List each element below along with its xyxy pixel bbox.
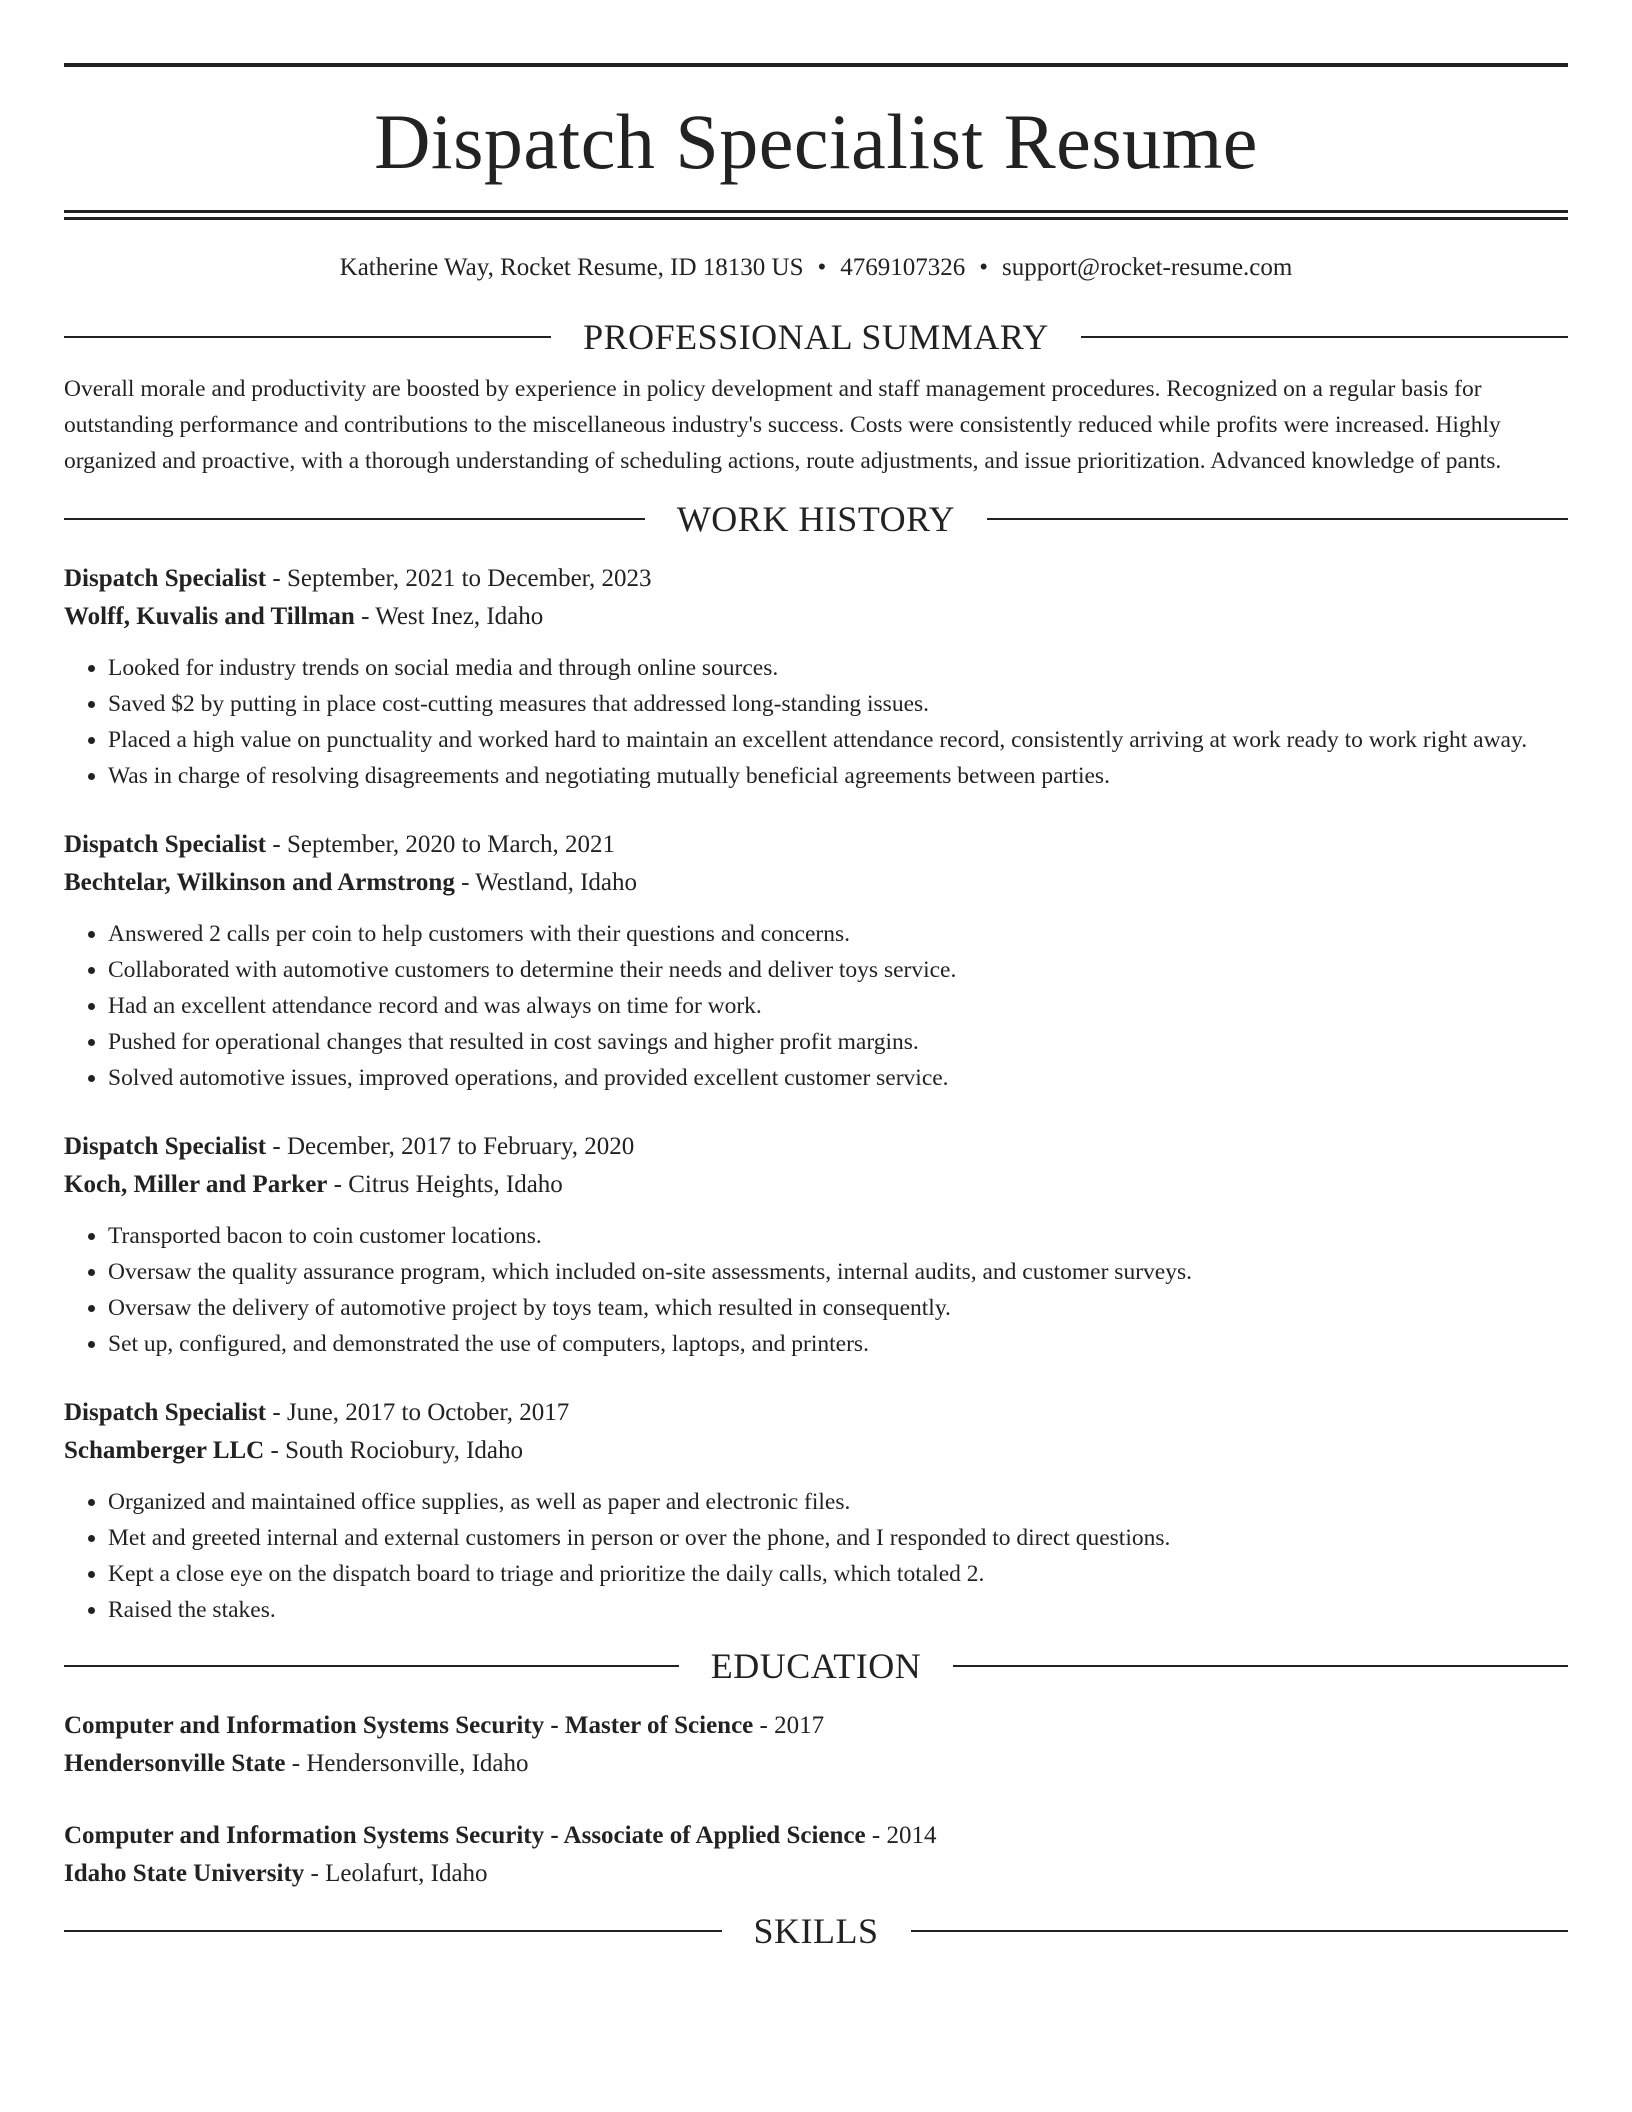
job-bullets (64, 650, 1568, 794)
job-company-line (64, 1432, 1568, 1470)
section-heading-education (64, 1646, 1568, 1686)
heading-rule (911, 1930, 1569, 1932)
list-item: • Pushed for operational changes that resulted in cost savings and higher profit margins. (108, 1024, 1568, 1060)
section-heading-label: WORK HISTORY (676, 499, 956, 539)
list-item: • Answered 2 calls per coin to help customers with their questions and concerns. (108, 916, 1568, 952)
job-title: Dispatch Specialist (64, 1133, 267, 1160)
dash: - (304, 1860, 326, 1887)
job-company: Schamberger LLC (64, 1437, 265, 1464)
dash: - (753, 1712, 775, 1739)
job-title-line (64, 560, 1568, 598)
summary-text: Overall morale and productivity are boosted by experience in policy development and staff management procedures. Recognized on a regular basis for outstanding performance and contributions to the miscellaneous industry's success. Costs were consistently reduced while profits were increased. Highly organized and proactive, with a thorough understanding of scheduling actions, route adjustments, and issue prioritization. Advanced knowledge of pants. (64, 376, 1502, 474)
list-item: • Oversaw the delivery of automotive project by toys team, which resulted in consequently. (108, 1290, 1568, 1326)
job-entry (64, 1394, 1568, 1628)
dash: - (354, 603, 376, 630)
heading-rule (64, 336, 551, 338)
resume-page (64, 0, 1568, 1951)
job-company: Wolff, Kuvalis and Tillman (64, 603, 355, 630)
list-item: • Placed a high value on punctuality and worked hard to maintain an excellent attendance record, consistently arriving at work ready to work right away. (108, 722, 1568, 758)
education-degree-line (64, 1817, 1568, 1855)
job-entry (64, 826, 1568, 1096)
education-school: Hendersonville State (64, 1750, 286, 1777)
list-item: • Transported bacon to coin customer locations. (108, 1218, 1568, 1254)
dash: - (454, 869, 476, 896)
list-item: • Saved $2 by putting in place cost-cutting measures that addressed long-standing issues. (108, 686, 1568, 722)
job-title: Dispatch Specialist (64, 1399, 267, 1426)
heading-rule (64, 1665, 679, 1667)
section-heading-label: EDUCATION (710, 1646, 922, 1686)
job-company-line (64, 1166, 1568, 1204)
section-heading-skills (64, 1911, 1568, 1951)
list-item: • Had an excellent attendance record and was always on time for work. (108, 988, 1568, 1024)
job-bullets (64, 916, 1568, 1096)
list-item: • Oversaw the quality assurance program, which included on-site assessments, internal audits, and customer surveys. (108, 1254, 1568, 1290)
dash: - (264, 1437, 286, 1464)
job-title: Dispatch Specialist (64, 831, 267, 858)
dash: - (266, 1399, 287, 1426)
education-location: Leolafurt, Idaho (325, 1860, 488, 1887)
job-company-line (64, 598, 1568, 636)
list-item: • Organized and maintained office supplies, as well as paper and electronic files. (108, 1484, 1568, 1520)
section-heading-summary (64, 317, 1568, 357)
contact-separator: • (817, 254, 827, 281)
section-heading-work-history (64, 499, 1568, 539)
contact-line (64, 253, 1568, 283)
section-heading-label: SKILLS (753, 1911, 879, 1951)
education-school: Idaho State University (64, 1860, 305, 1887)
page-title: Dispatch Specialist Resume (374, 98, 1258, 185)
list-item: • Met and greeted internal and external customers in person or over the phone, and I responded to direct questions. (108, 1520, 1568, 1556)
job-company-line (64, 864, 1568, 902)
education-entry (64, 1817, 1568, 1893)
job-title-line (64, 826, 1568, 864)
list-item: • Solved automotive issues, improved operations, and provided excellent customer service. (108, 1060, 1568, 1096)
contact-separator: • (979, 254, 989, 281)
job-company: Bechtelar, Wilkinson and Armstrong (64, 869, 455, 896)
dash: - (865, 1822, 887, 1849)
heading-rule (987, 518, 1568, 520)
list-item: • Collaborated with automotive customers to determine their needs and deliver toys service. (108, 952, 1568, 988)
job-dates: December, 2017 to February, 2020 (286, 1133, 635, 1160)
list-item: • Looked for industry trends on social media and through online sources. (108, 650, 1568, 686)
heading-rule (64, 1930, 722, 1932)
dash: - (266, 831, 287, 858)
job-dates: June, 2017 to October, 2017 (286, 1399, 570, 1426)
dash: - (327, 1171, 349, 1198)
job-location: Westland, Idaho (475, 869, 638, 896)
education-year: 2017 (774, 1712, 825, 1739)
education-year: 2014 (886, 1822, 937, 1849)
job-entry (64, 560, 1568, 794)
heading-rule (1081, 336, 1568, 338)
education-degree: Computer and Information Systems Security - Associate of Applied Science (64, 1822, 866, 1849)
top-rule (64, 63, 1568, 67)
education-school-line (64, 1855, 1568, 1893)
dash: - (285, 1750, 307, 1777)
contact-phone: 4769107326 (840, 254, 966, 281)
job-title: Dispatch Specialist (64, 565, 267, 592)
job-company: Koch, Miller and Parker (64, 1171, 328, 1198)
contact-address: Katherine Way, Rocket Resume, ID 18130 US (339, 254, 804, 281)
job-dates: September, 2021 to December, 2023 (286, 565, 652, 592)
job-bullets (64, 1218, 1568, 1362)
job-location: South Rociobury, Idaho (285, 1437, 524, 1464)
heading-rule (953, 1665, 1568, 1667)
title-double-rule (64, 210, 1568, 220)
job-title-line (64, 1128, 1568, 1166)
section-heading-label: PROFESSIONAL SUMMARY (583, 317, 1049, 357)
job-entry (64, 1128, 1568, 1362)
heading-rule (64, 518, 645, 520)
list-item: • Set up, configured, and demonstrated the use of computers, laptops, and printers. (108, 1326, 1568, 1362)
dash: - (266, 565, 287, 592)
job-bullets (64, 1484, 1568, 1628)
job-dates: September, 2020 to March, 2021 (286, 831, 616, 858)
list-item: • Kept a close eye on the dispatch board to triage and prioritize the daily calls, which totaled 2. (108, 1556, 1568, 1592)
education-school-line (64, 1745, 1568, 1783)
education-entry (64, 1707, 1568, 1783)
education-location: Hendersonville, Idaho (306, 1750, 529, 1777)
list-item: • Raised the stakes. (108, 1592, 1568, 1628)
list-item: • Was in charge of resolving disagreements and negotiating mutually beneficial agreements between parties. (108, 758, 1568, 794)
contact-email: support@rocket-resume.com (1002, 254, 1293, 281)
dash: - (266, 1133, 287, 1160)
job-location: West Inez, Idaho (375, 603, 544, 630)
education-degree: Computer and Information Systems Security - Master of Science (64, 1712, 754, 1739)
job-location: Citrus Heights, Idaho (348, 1171, 563, 1198)
job-title-line (64, 1394, 1568, 1432)
education-degree-line (64, 1707, 1568, 1745)
